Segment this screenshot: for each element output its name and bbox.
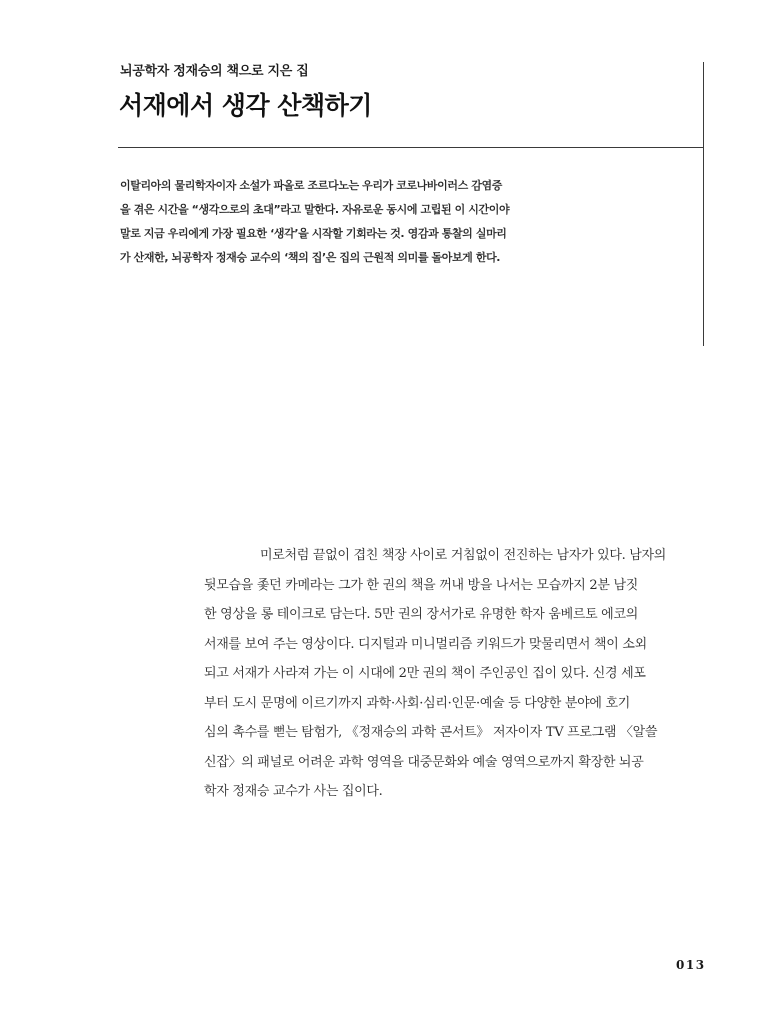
body-line: 되고 서재가 사라져 가는 이 시대에 2만 권의 책이 주인공인 집이 있다. 신경 세포 (204, 666, 646, 681)
horizontal-rule (118, 147, 704, 148)
body-line: 한 영상을 롱 테이크로 담는다. 5만 권의 장서가로 유명한 학자 움베르토 에코의 (204, 607, 638, 622)
vertical-rule (703, 62, 704, 346)
page-number: 013 (676, 958, 706, 972)
body-line: 심의 촉수를 뻗는 탐험가, 《정재승의 과학 콘서트》 저자이자 TV 프로그램 〈알쓸 (204, 725, 658, 740)
lead-line: 을 겪은 시간을 “생각으로의 초대”라고 말한다. 자유로운 동시에 고립된 이 시간이야 (120, 203, 510, 216)
article-title: 서재에서 생각 산책하기 (119, 91, 372, 120)
body-paragraph (204, 541, 704, 807)
body-line: 신잡〉의 패널로 어려운 과학 영역을 대중문화와 예술 영역으로까지 확장한 뇌공 (204, 754, 644, 770)
lead-paragraph (120, 174, 520, 270)
lead-line: 가 산재한, 뇌공학자 정재승 교수의 ‘책의 집’은 집의 근원적 의미를 돌아보게 한다. (120, 251, 501, 264)
lead-line: 이탈리아의 물리학자이자 소설가 파올로 조르다노는 우리가 코로나바이러스 감염증 (120, 179, 502, 192)
body-line: 학자 정재승 교수가 사는 집이다. (204, 784, 383, 799)
body-line: 서재를 보여 주는 영상이다. 디지털과 미니멀리즘 키워드가 맞물리면서 책이 소외 (204, 636, 647, 652)
body-line: 뒷모습을 좇던 카메라는 그가 한 권의 책을 꺼내 방을 나서는 모습까지 2분 남짓 (204, 577, 638, 593)
lead-line: 말로 지금 우리에게 가장 필요한 ‘생각’을 시작할 기회라는 것. 영감과 통찰의 실마리 (120, 227, 507, 240)
body-line: 부터 도시 문명에 이르기까지 과학·사회·심리·인문·예술 등 다양한 분야에 호기 (204, 695, 630, 711)
section-kicker: 뇌공학자 정재승의 책으로 지은 집 (120, 64, 309, 79)
body-line: 미로처럼 끝없이 겹친 책장 사이로 거침없이 전진하는 남자가 있다. 남자의 (260, 548, 667, 563)
